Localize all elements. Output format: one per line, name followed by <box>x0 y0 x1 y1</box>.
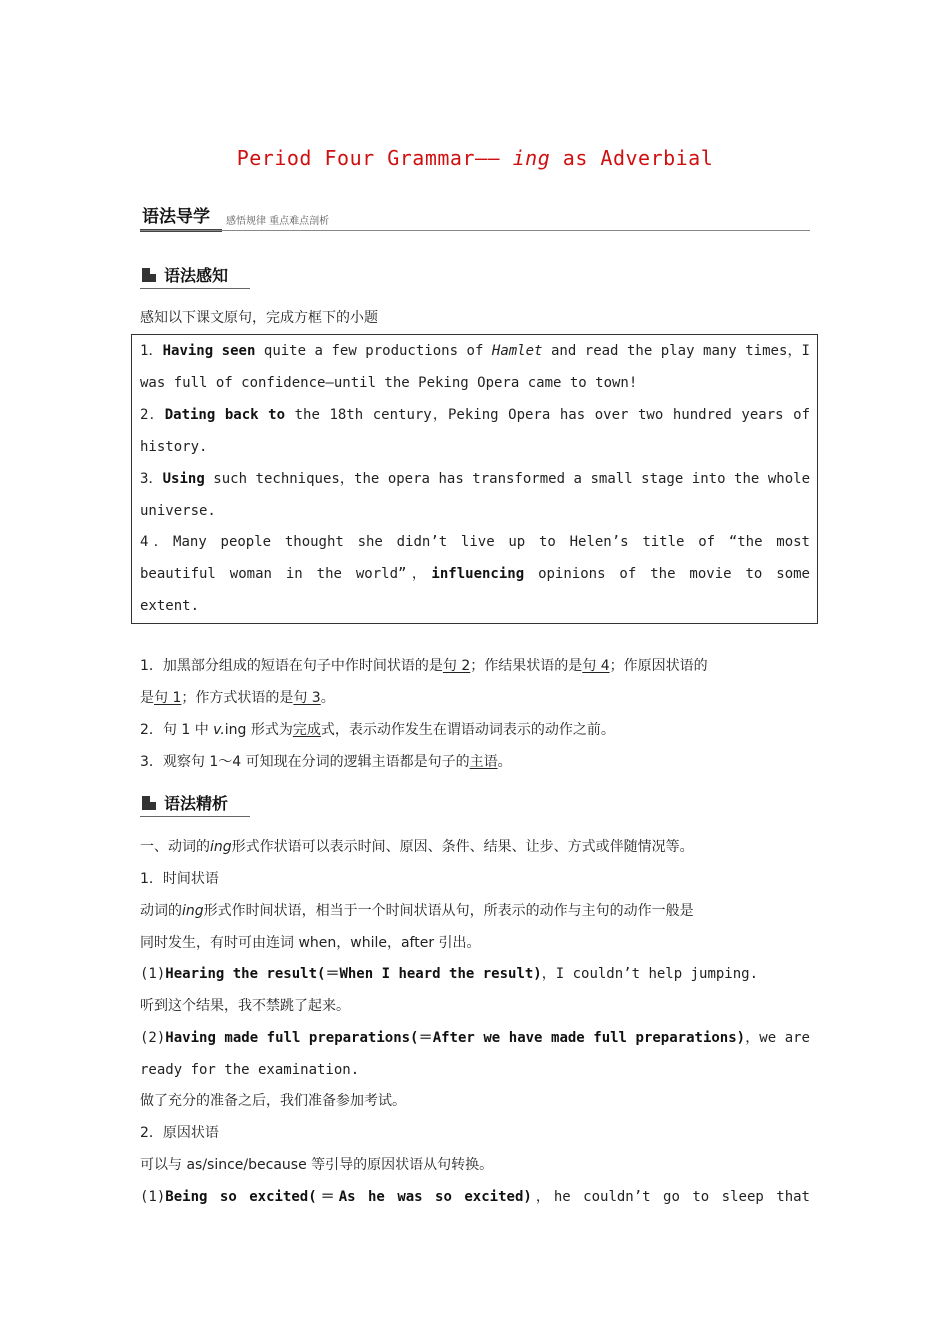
example-1-translation: 听到这个结果，我不禁跳了起来。 <box>140 998 350 1014</box>
point-1-desc: 动词的ing形式作时间状语，相当于一个时间状语从句，所表示的动作与主句的动作一般是 <box>140 903 694 919</box>
section-banner <box>140 200 810 236</box>
question-3: 3．观察句 1～4 可知现在分词的逻辑主语都是句子的主语。 <box>140 754 512 770</box>
box-sentence-1-cont: was full of confidence—until the Peking Opera came to town! <box>140 375 638 391</box>
box-sentence-3: 3．Using such techniques，the opera has transformed a small stage into the whole <box>140 471 810 487</box>
box-sentence-2: 2．Dating back to the 18th century，Peking Opera has over two hundred years of <box>140 407 810 423</box>
document-page: Period Four Grammar—— ing as Adverbial 语法导学 感悟规律 重点难点剖析 语法感知 感知以下课文原句，完成方框下的小题 1．Having seen quite a few productions of Hamlet and read the play many times，I was full of confidence—until the Peking Opera came to town! 2．Dating back to the 18th century，Peking Opera has over two hundred years of history. 3．Using such techniques，the opera has transformed a small stage into the whole universe. 4．Many people thought she didn’t live up to Helen’s title of “the most beautiful woman in the world”，influencing opinions of the movie to some extent. 1．加黑部分组成的短语在句子中作时间状语的是句 2；作结果状语的是句 4；作原因状语的 是句 1；作方式状语的是句 3。 2．句 1 中 v.ing 形式为完成式，表示动作发生在谓语动词表示的动作之前。 3．观察句 1～4 可知现在分词的逻辑主语都是句子的主语。 语法精析 一、动词的ing形式作状语可以表示时间、原因、条件、结果、让步、方式或伴随情况等。 1．时间状语 动词的ing形式作时间状语，相当于一个时间状语从句，所表示的动作与主句的动作一般是 同时发生，有时可由连词 when，while，after 引出。 (1)Hearing the result(＝When I heard the result)，I couldn’t help jumping. 听到这个结果，我不禁跳了起来。 (2)Having made full preparations(＝After we have made full preparations)，we are ready for the examination. 做了充分的准备之后，我们准备参加考试。 2．原因状语 可以与 as/since/because 等引导的原因状语从句转换。 (1)Being so excited(＝As he was so excited)，he couldn’t go to sleep that <box>0 0 950 1344</box>
example-2-translation: 做了充分的准备之后，我们准备参加考试。 <box>140 1093 406 1109</box>
banner-divider <box>140 230 810 231</box>
title-italic: ing <box>512 146 551 170</box>
box-sentence-4-end: extent. <box>140 598 200 614</box>
example-1: (1)Hearing the result(＝When I heard the result)，I couldn’t help jumping. <box>140 966 759 982</box>
analysis-intro: 一、动词的ing形式作状语可以表示时间、原因、条件、结果、让步、方式或伴随情况等。 <box>140 839 694 855</box>
point-2-title: 2．原因状语 <box>140 1125 219 1141</box>
box-sentence-2-cont: history. <box>140 439 208 455</box>
heading-square-icon <box>142 268 156 282</box>
perception-intro: 感知以下课文原句，完成方框下的小题 <box>140 310 378 326</box>
box-sentence-3-cont: universe. <box>140 503 216 519</box>
heading-square-icon <box>142 796 156 810</box>
question-2: 2．句 1 中 v.ing 形式为完成式，表示动作发生在谓语动词表示的动作之前。 <box>140 722 615 738</box>
banner-title: 语法导学 <box>142 207 210 227</box>
point-1-title: 1．时间状语 <box>140 871 219 887</box>
box-sentence-1: 1．Having seen quite a few productions of Hamlet and read the play many times，I <box>140 343 810 359</box>
example-3: (1)Being so excited(＝As he was so excited)，he couldn’t go to sleep that <box>140 1189 810 1205</box>
example-2-cont: ready for the examination. <box>140 1062 360 1078</box>
page-title: Period Four Grammar—— ing as Adverbial <box>236 146 714 170</box>
point-2-desc: 可以与 as/since/because 等引导的原因状语从句转换。 <box>140 1157 494 1173</box>
banner-subtitle: 感悟规律 重点难点剖析 <box>226 216 330 227</box>
point-1-desc-cont: 同时发生，有时可由连词 when，while，after 引出。 <box>140 935 481 951</box>
question-1: 1．加黑部分组成的短语在句子中作时间状语的是句 2；作结果状语的是句 4；作原因状语的 <box>140 658 708 674</box>
example-2: (2)Having made full preparations(＝After we have made full preparations)，we are <box>140 1030 810 1046</box>
box-sentence-4: 4．Many people thought she didn’t live up to Helen’s title of “the most <box>140 534 810 550</box>
box-sentence-4-cont: beautiful woman in the world”，influencing opinions of the movie to some <box>140 566 810 582</box>
question-1-cont: 是句 1；作方式状语的是句 3。 <box>140 690 335 706</box>
